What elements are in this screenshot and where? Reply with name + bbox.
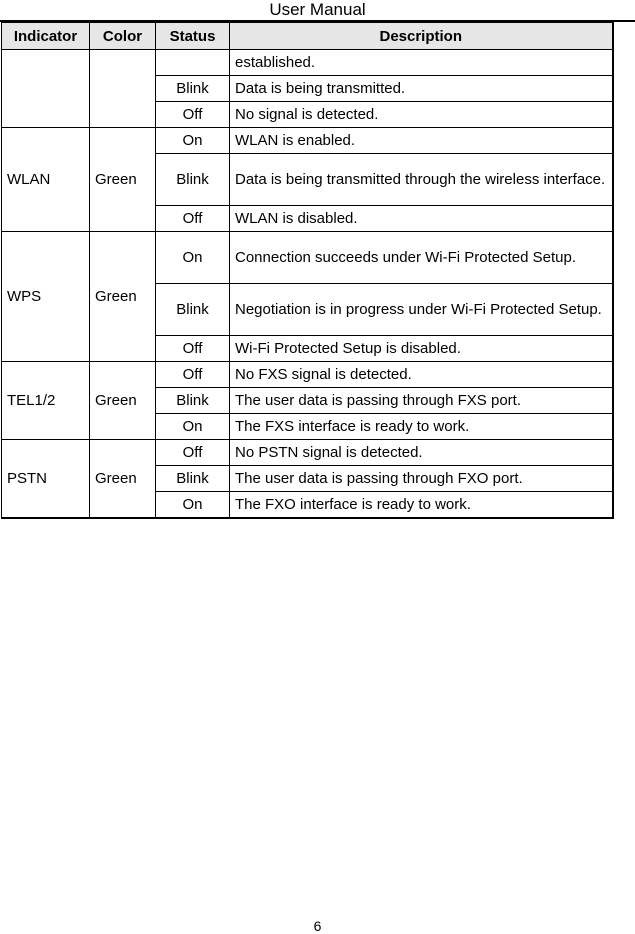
- status-cell: Off: [156, 336, 230, 362]
- led-indicator-table: [1, 22, 614, 519]
- table-row: [2, 232, 613, 284]
- status-cell: On: [156, 232, 230, 284]
- indicator-cell: [2, 50, 90, 128]
- page-number: 6: [313, 918, 322, 934]
- status-cell: Blink: [156, 388, 230, 414]
- column-header-indicator: Indicator: [2, 23, 90, 50]
- description-cell: Negotiation is in progress under Wi-Fi Protected Setup.: [230, 284, 613, 336]
- description-cell: The user data is passing through FXS port.: [230, 388, 613, 414]
- table-row: [2, 362, 613, 388]
- status-cell: On: [156, 128, 230, 154]
- indicator-cell: WLAN: [2, 128, 90, 232]
- column-header-description: Description: [230, 23, 613, 50]
- description-cell: No signal is detected.: [230, 102, 613, 128]
- column-header-status: Status: [156, 23, 230, 50]
- page-header-title: User Manual: [269, 0, 366, 19]
- indicator-cell: WPS: [2, 232, 90, 362]
- description-cell: The user data is passing through FXO port.: [230, 466, 613, 492]
- table-header-row: [2, 23, 613, 50]
- status-cell: Off: [156, 362, 230, 388]
- indicator-cell: PSTN: [2, 440, 90, 519]
- description-cell: No PSTN signal is detected.: [230, 440, 613, 466]
- color-cell: Green: [90, 440, 156, 519]
- table-row: [2, 440, 613, 466]
- description-cell: WLAN is enabled.: [230, 128, 613, 154]
- status-cell: Blink: [156, 154, 230, 206]
- description-cell: Data is being transmitted.: [230, 76, 613, 102]
- status-cell: On: [156, 492, 230, 519]
- table-row: [2, 50, 613, 76]
- status-cell: Off: [156, 440, 230, 466]
- status-cell: Off: [156, 206, 230, 232]
- column-header-color: Color: [90, 23, 156, 50]
- description-cell: Connection succeeds under Wi-Fi Protected Setup.: [230, 232, 613, 284]
- description-cell: established.: [230, 50, 613, 76]
- status-cell: Blink: [156, 76, 230, 102]
- description-cell: Wi-Fi Protected Setup is disabled.: [230, 336, 613, 362]
- status-cell: [156, 50, 230, 76]
- description-cell: The FXS interface is ready to work.: [230, 414, 613, 440]
- table-row: [2, 128, 613, 154]
- color-cell: Green: [90, 232, 156, 362]
- status-cell: On: [156, 414, 230, 440]
- color-cell: [90, 50, 156, 128]
- indicator-cell: TEL1/2: [2, 362, 90, 440]
- description-cell: Data is being transmitted through the wireless interface.: [230, 154, 613, 206]
- description-cell: The FXO interface is ready to work.: [230, 492, 613, 519]
- status-cell: Off: [156, 102, 230, 128]
- description-cell: WLAN is disabled.: [230, 206, 613, 232]
- color-cell: Green: [90, 362, 156, 440]
- status-cell: Blink: [156, 466, 230, 492]
- description-cell: No FXS signal is detected.: [230, 362, 613, 388]
- color-cell: Green: [90, 128, 156, 232]
- status-cell: Blink: [156, 284, 230, 336]
